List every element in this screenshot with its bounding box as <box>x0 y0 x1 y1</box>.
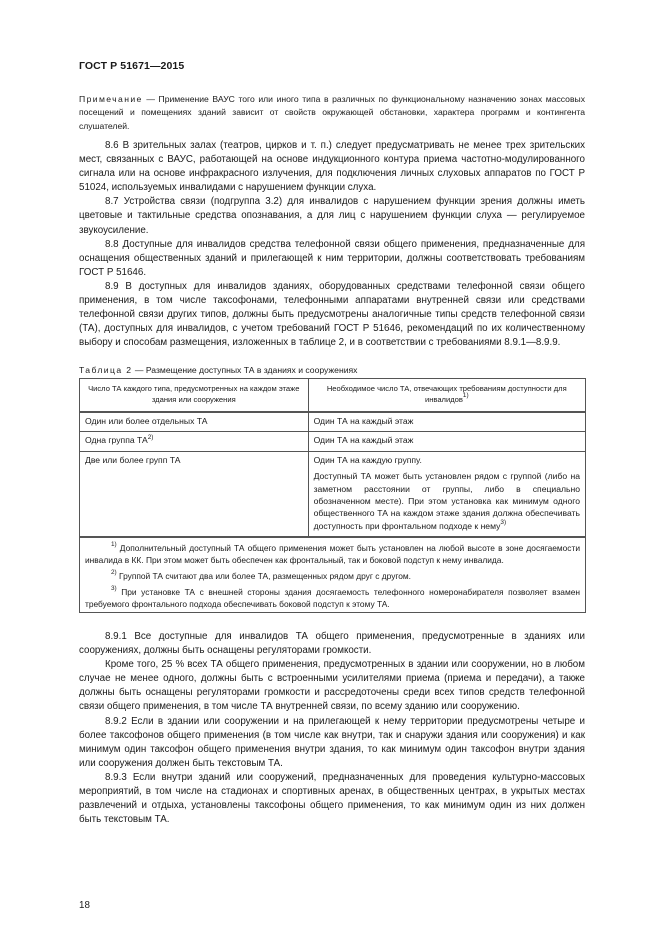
table-cell: Одна группа ТА$^{2)}$ <box>80 432 309 451</box>
paragraph-8-9: 8.9 В доступных для инвалидов зданиях, оборудованных средствами телефонной связи общего применения, в том числе таксофонами, телефонными аппаратами внутренней связи или средствами телефонной связи других типов, должны быть предусмотрены аналогичные типы средств телефонной связи (ТА), доступных для инвалидов, с учетом требований ГОСТ Р 51646, рекомендаций по их количественному выбору и способам размещения, изложенных в таблице 2, и в соответствии с требованиями 8.9.1—8.9.9. <box>79 280 585 349</box>
paragraph-8-9-2: 8.9.2 Если в здании или сооружении и на прилегающей к нему территории предусмотрены четыре и более таксофонов общего применения (в том числе как внутри, так и снаружи здания или сооружения) и как минимум один таксофон общего применения внутри здания, то как минимум один таксофон внутри здания или сооружения должен быть текстовым ТА. <box>79 715 585 769</box>
section-8-6-to-8-9 <box>79 139 585 350</box>
table-footnotes <box>80 537 586 613</box>
table-cell: Один или более отдельных ТА <box>80 412 309 432</box>
table-cell: Две или более групп ТА <box>80 451 309 537</box>
paragraph-8-9-3: 8.9.3 Если внутри зданий или сооружений, предназначенных для проведения культурно-массовых мероприятий, в том числе на стадионах и спортивных аренах, в общественных центрах, в укрытых местах развлечений и отдыха, установлены таксофоны общего применения, то как минимум один из них должен быть текстовым ТА. <box>79 771 585 826</box>
table-2 <box>79 378 586 613</box>
table-header-row <box>80 379 586 413</box>
note-text: — Применение ВАУС того или иного типа в различных по функциональному назначению зонах массовых посещений и помещениях зданий зависит от свойств окружающей обстановки, характера программ и контингента слушателей. <box>79 94 585 131</box>
table-footnote: $^{2)}$ Группой ТА считают два или более ТА, размещенных рядом друг с другом. <box>111 569 412 582</box>
table-row <box>80 432 586 451</box>
paragraph-8-9-1-cont: Кроме того, 25 % всех ТА общего применения, предусмотренных в здании или сооружении, но в любом случае не менее одного, должны быть с встроенными усилителями приема (приема и передачи), а также должны быть оснащены регуляторами громкости и рассредоточены среди всех типов средств телефонной связи общего применения, в том числе ТА внутренней связи, по всему зданию или сооружению. <box>79 659 585 713</box>
section-8-9-1-to-8-9-3 <box>79 630 585 827</box>
table-cell: Один ТА на каждый этаж <box>308 432 585 451</box>
document-header: ГОСТ Р 51671—2015 <box>79 60 185 72</box>
table-row <box>80 451 586 537</box>
paragraph-8-6: 8.6 В зрительных залах (театров, цирков и т. п.) следует предусматривать не менее трех зрительских мест, связанных с ВАУС, работающей на основе индукционного контура приема частотно-модулированного сигнала или на основе инфракрасного излучения, для подключения личных слуховых аппаратов по ГОСТ Р 51024, используемых инвалидами с нарушением функции слуха. <box>79 140 585 194</box>
table-caption-label: Таблица 2 <box>79 365 133 375</box>
table-footnotes-row <box>80 537 586 613</box>
table-footnote: $^{3)}$ При установке ТА с внешней стороны здания досягаемость телефонного номеронабирателя позволяет взамен требуемого фронтального подхода обеспечивать боковой подступ к этому ТА. <box>85 585 580 610</box>
table-caption <box>79 365 357 375</box>
page-number: 18 <box>79 900 90 911</box>
paragraph-8-7: 8.7 Устройства связи (подгруппа 3.2) для инвалидов с нарушением функции зрения должны иметь цветовые и тактильные средства опознавания, а для лиц с нарушением функции слуха — регулируемое звукоусиление. <box>79 196 585 236</box>
note-label: Примечание <box>79 94 143 104</box>
note-paragraph <box>79 93 585 133</box>
paragraph-8-8: 8.8 Доступные для инвалидов средства телефонной связи общего применения, предназначенные для оснащения общественных зданий и прилегающей к ним территории, должны соответствовать требованиям ГОСТ Р 51646. <box>79 238 585 278</box>
table-header-col2: Необходимое число ТА, отвечающих требованиям доступности для инвалидов$^{1)}$ <box>308 379 585 413</box>
table-header-col1: Число ТА каждого типа, предусмотренных на каждом этаже здания или сооружения <box>80 379 309 413</box>
footnote-ref-3: 3) <box>500 518 507 526</box>
table-cell: Один ТА на каждую группу. Доступный ТА может быть установлен рядом с группой (либо на заметном расстоянии от группы, либо в специально обозначенном месте). При этом установка как минимум одного общественного ТА на каждом этаже здания должна обеспечивать доступность при фронтальном подходе к нему$^{3)}$ <box>308 451 585 537</box>
paragraph-8-9-1: 8.9.1 Все доступные для инвалидов ТА общего применения, предусмотренные в зданиях или сооружениях, должны быть оснащены регуляторами громкости. <box>79 631 585 657</box>
table-footnote: $^{1)}$ Дополнительный доступный ТА общего применения может быть установлен на любой высоте в зоне досягаемости инвалида в КК. При этом может быть обеспечен как фронтальный, так и боковой подступ к нему инвалида. <box>85 541 580 566</box>
footnote-ref-1: 1) <box>462 392 469 400</box>
table-cell: Один ТА на каждый этаж <box>308 412 585 432</box>
table-row <box>80 412 586 432</box>
table-caption-text: — Размещение доступных ТА в зданиях и сооружениях <box>132 365 358 375</box>
footnote-ref-2: 2) <box>147 433 154 441</box>
